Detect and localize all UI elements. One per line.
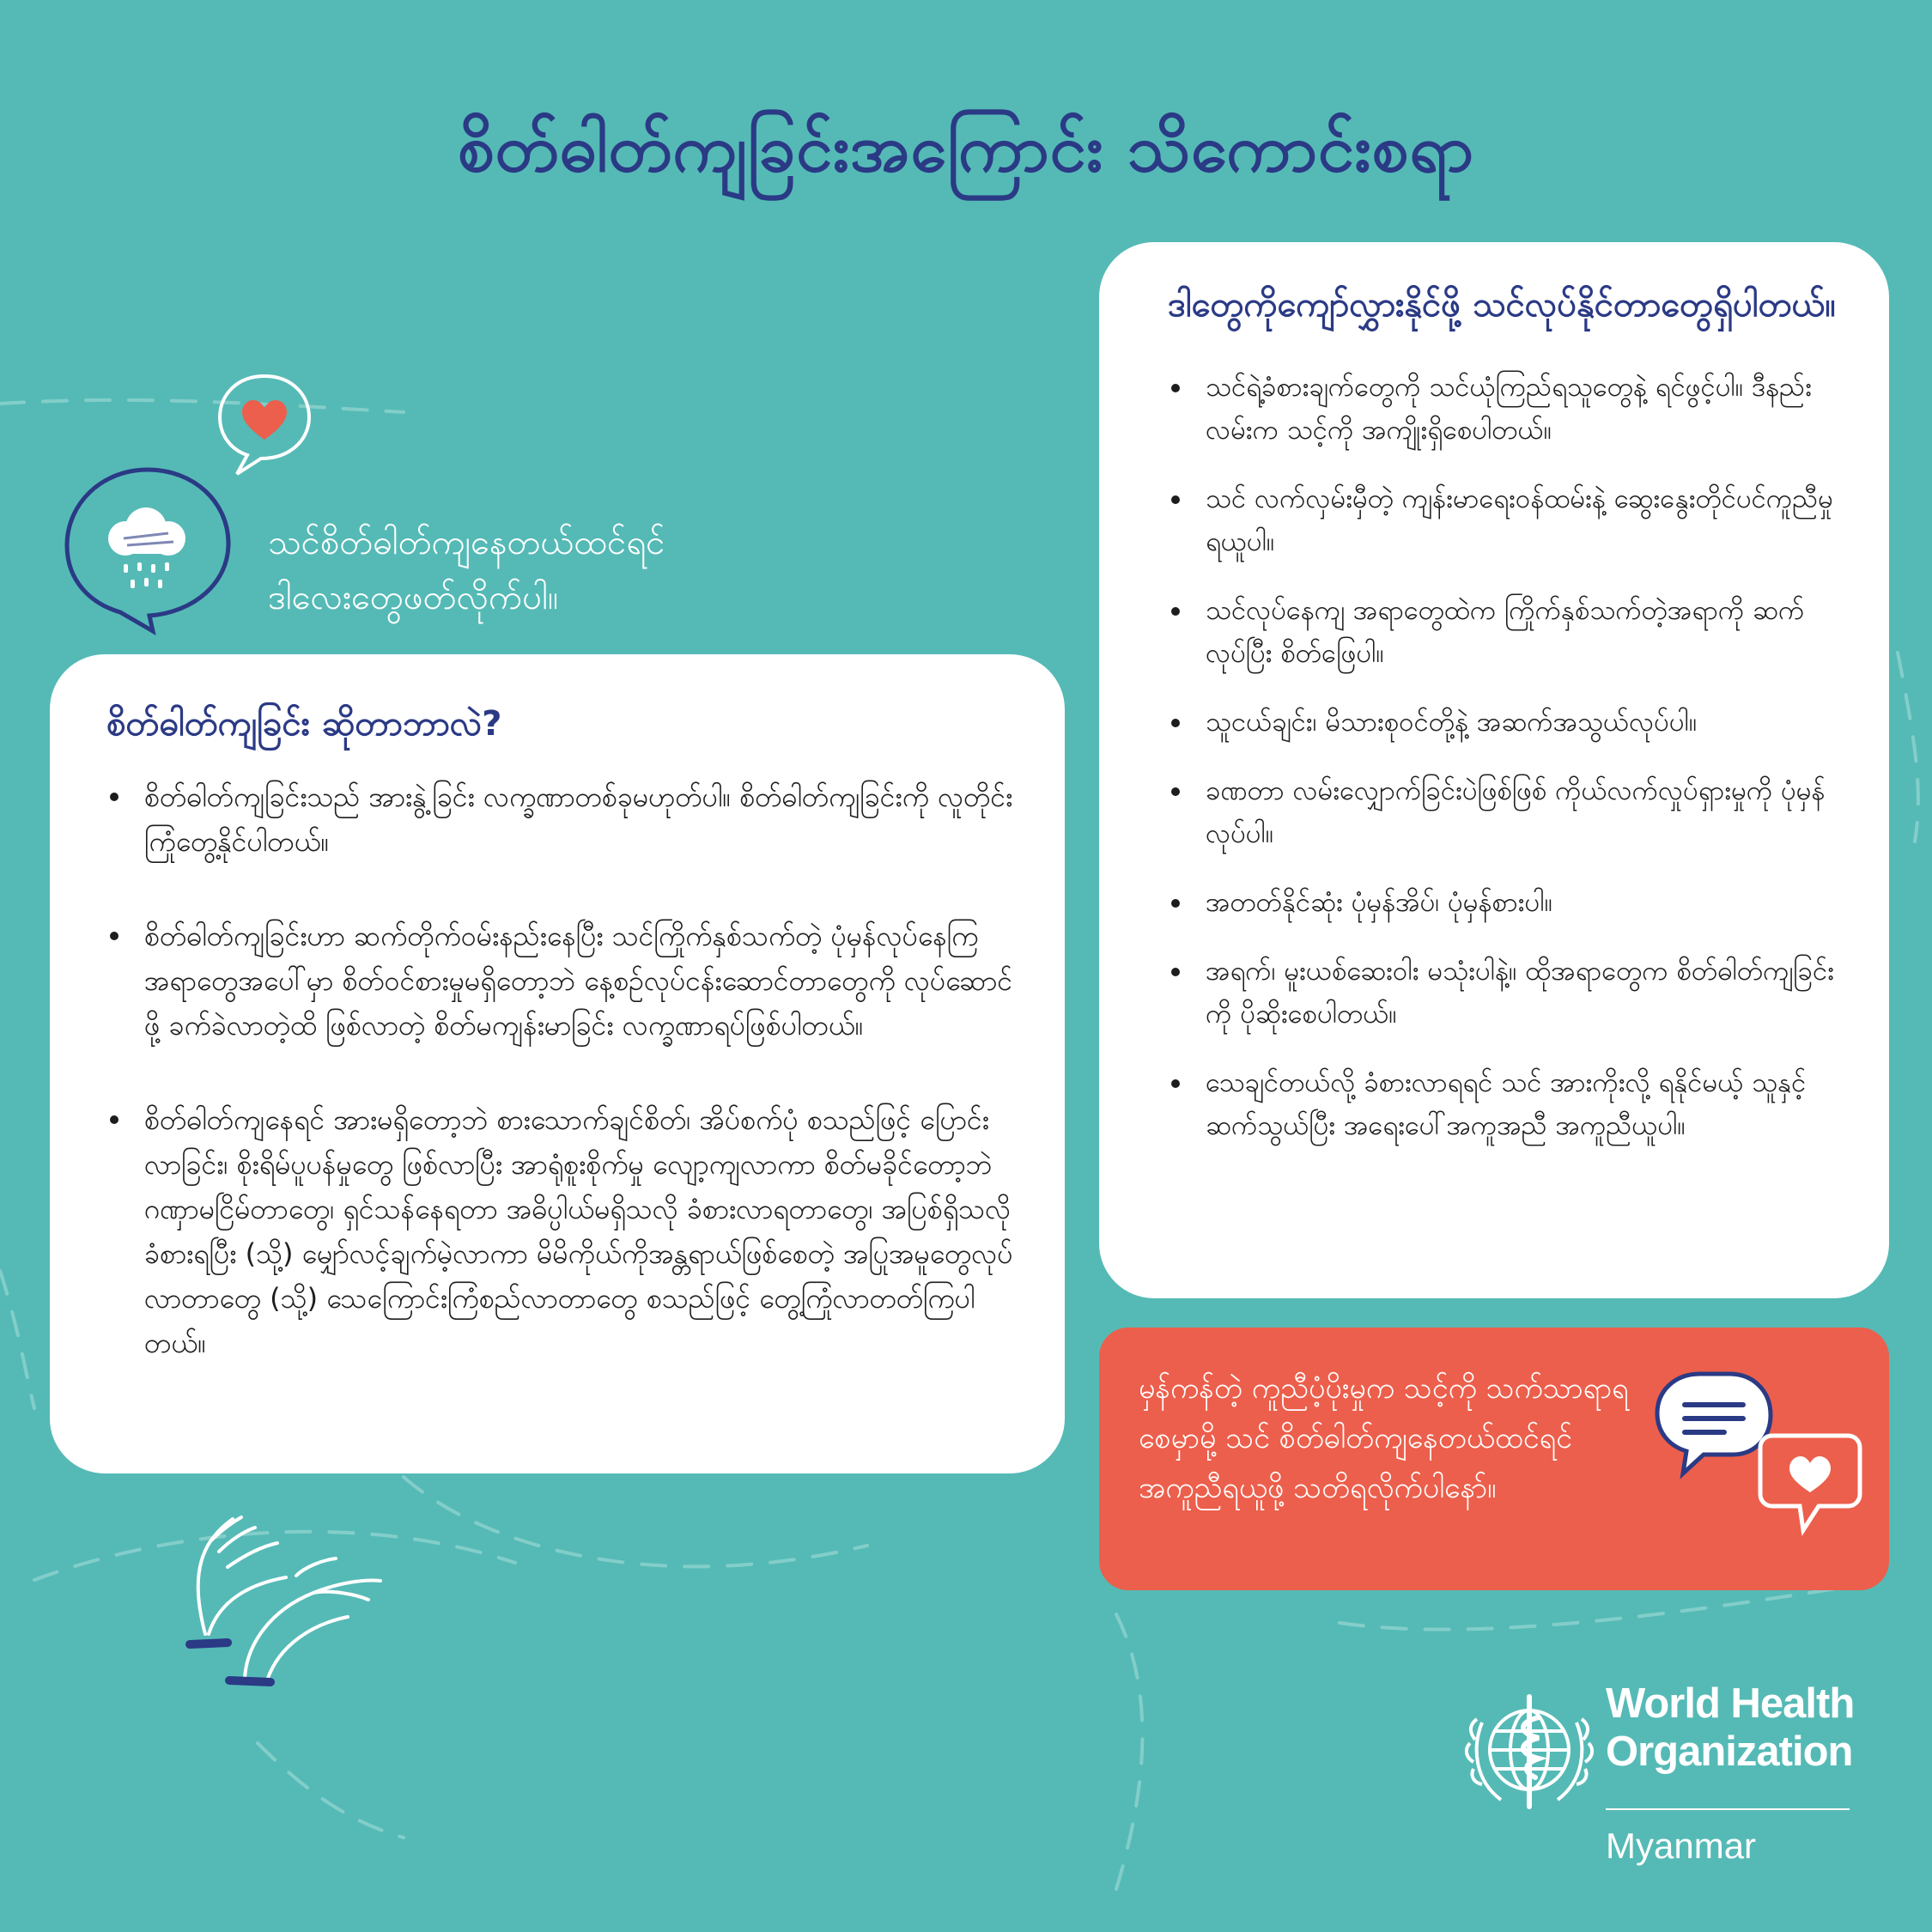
- who-name: [1606, 1680, 1863, 1776]
- what-is-depression-card: [50, 654, 1065, 1473]
- chat-bubble-icon: [1657, 1374, 1771, 1473]
- who-divider: [1606, 1808, 1850, 1810]
- list-item: ခဏတာ လမ်းလျှောက်ခြင်းပဲဖြစ်ဖြစ် ကိုယ်လက်လှုပ်ရှားမှုကို ပုံမှန်လုပ်ပါ။: [1168, 769, 1844, 855]
- who-country: Myanmar: [1606, 1826, 1757, 1866]
- who-name-line-2: Organization: [1606, 1728, 1853, 1775]
- page-title: စိတ်ဓါတ်ကျခြင်းအကြောင်း သိကောင်းစရာ: [457, 110, 1475, 186]
- what-you-can-do-heading: ဒါတွေကိုကျော်လွှားနိုင်ဖို့ သင်လုပ်နိုင်တာတွေရှိပါတယ်။: [1168, 285, 1836, 325]
- list-item: သေချင်တယ်လို့ ခံစားလာရရင် သင် အားကိုးလို့ ရနိုင်မယ့် သူနှင့်ဆက်သွယ်ပြီး အရေးပေါ်အကူအညီ အကူညီယူပါ။: [1168, 1061, 1844, 1147]
- list-item: စိတ်ဓါတ်ကျခြင်းဟာ ဆက်တိုက်ဝမ်းနည်းနေပြီး သင်ကြိုက်နှစ်သက်တဲ့ ပုံမှန်လုပ်နေကြ အရာတွေအပေါ်မှာ စိတ်ဝင်စားမှုမရှိတော့ဘဲ နေ့စဥ်လုပ်ငန်းဆောင်တာတွေကို လုပ်ဆောင်ဖို့ ခက်ခဲလာတဲ့ထိ ဖြစ်လာတဲ့ စိတ်မကျန်းမာခြင်း လက္ခဏာရပ်ဖြစ်ပါတယ်။: [106, 914, 1015, 1048]
- what-you-can-do-card: [1099, 242, 1889, 1298]
- list-item: သင်လုပ်နေကျ အရာတွေထဲက ကြိုက်နှစ်သက်တဲ့အရာကို ဆက်လုပ်ပြီး စိတ်ဖြေပါ။: [1168, 589, 1844, 675]
- list-item: သင် လက်လှမ်းမှီတဲ့ ကျန်းမာရေးဝန်ထမ်းနဲ့ ဆွေးနွေးတိုင်ပင်ကူညီမှုရယူပါ။: [1168, 477, 1844, 563]
- rain-cloud-speech-bubble-icon: [57, 459, 239, 640]
- list-item: အတတ်နိုင်ဆုံး ပုံမှန်အိပ်၊ ပုံမှန်စားပါ။: [1168, 881, 1844, 924]
- who-logo: [1456, 1680, 1855, 1868]
- who-name-line-1: World Health: [1606, 1680, 1855, 1727]
- list-item: စိတ်ဓါတ်ကျနေရင် အားမရှိတော့ဘဲ စားသောက်ချင်စိတ်၊ အိပ်စက်ပုံ စသည်ဖြင့် ပြောင်းလာခြင်း၊ စိုးရိမ်ပူပန်မှုတွေ ဖြစ်လာပြီး အာရုံစူးစိုက်မှု လျော့ကျလာကာ စိတ်မခိုင်တော့ဘဲ ဂဏှာမငြိမ်တာတွေ၊ ရှင်သန်နေရတာ အဓိပ္ပါယ်မရှိသလို ခံစားလာရတာတွေ၊ အပြစ်ရှိသလိုခံစားရပြီး (သို့) မျှော်လင့်ချက်မဲ့လာကာ မိမိကိုယ်ကိုအန္တရာယ်ဖြစ်စေတဲ့ အပြုအမူတွေလုပ်လာတာတွေ (သို့) သေကြောင်းကြံစည်လာတာတွေ စသည်ဖြင့် တွေ့ကြုံလာတတ်ကြပါတယ်။: [106, 1097, 1015, 1365]
- list-item: စိတ်ဓါတ်ကျခြင်းသည် အားနွဲ့ခြင်း လက္ခဏာတစ်ခုမဟုတ်ပါ။ စိတ်ဓါတ်ကျခြင်းကို လူတိုင်းကြုံတွေ့နိုင်ပါတယ်။: [106, 775, 1015, 864]
- what-is-heading: စိတ်ဓါတ်ကျခြင်း ဆိုတာဘာလဲ?: [106, 704, 502, 744]
- heart-chat-bubble-icon: [1760, 1436, 1860, 1530]
- who-emblem-icon: [1456, 1680, 1602, 1817]
- list-item: အရက်၊ မူးယစ်ဆေးဝါး မသုံးပါနဲ့။ ထိုအရာတွေက စိတ်ဓါတ်ကျခြင်းကို ပိုဆိုးစေပါတယ်။: [1168, 950, 1844, 1036]
- what-is-list: [106, 775, 1015, 1365]
- help-callout: [1099, 1327, 1889, 1590]
- hands-icon: [185, 1498, 391, 1692]
- intro-text: [268, 515, 800, 625]
- help-callout-text: မှန်ကန်တဲ့ ကူညီပံ့ပိုးမှုက သင့်ကို သက်သာရာရစေမှာမို့ သင် စိတ်ဓါတ်ကျနေတယ်ထင်ရင် အကူညီရယူဖို့ သတိရလိုက်ပါနော်။: [1139, 1371, 1629, 1505]
- chat-icons: [1631, 1327, 1889, 1590]
- what-you-can-do-list: [1168, 366, 1844, 1147]
- intro-line-1: သင်စိတ်ဓါတ်ကျနေတယ်ထင်ရင်: [268, 523, 665, 562]
- list-item: သင်ရဲ့ခံစားချက်တွေကို သင်ယုံကြည်ရသူတွေနဲ့ ရင်ဖွင့်ပါ။ ဒီနည်းလမ်းက သင့်ကို အကျိုးရှိစေပါတယ်။: [1168, 366, 1844, 452]
- intro-line-2: ဒါလေးတွေဖတ်လိုက်ပါ။: [268, 578, 559, 617]
- list-item: သူငယ်ချင်း၊ မိသားစုဝင်တို့နဲ့ အဆက်အသွယ်လုပ်ပါ။: [1168, 701, 1844, 744]
